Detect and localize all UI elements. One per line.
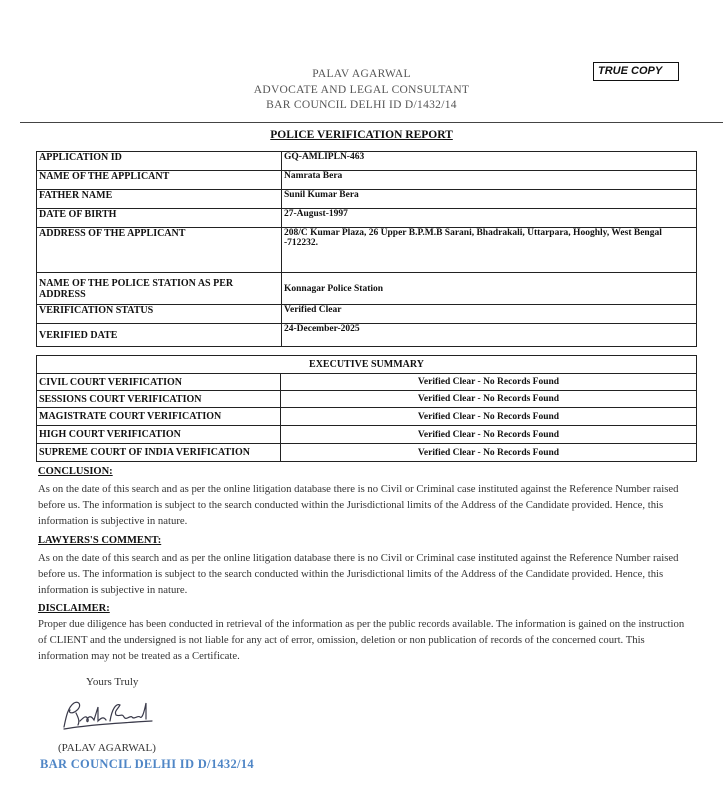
detail-value: Verified Clear <box>282 305 697 324</box>
summary-value: Verified Clear - No Records Found <box>281 374 697 391</box>
table-row <box>37 209 697 228</box>
summary-label: SESSIONS COURT VERIFICATION <box>37 391 281 408</box>
detail-value: Konnagar Police Station <box>282 273 697 305</box>
summary-value: Verified Clear - No Records Found <box>281 408 697 426</box>
summary-label: HIGH COURT VERIFICATION <box>37 426 281 444</box>
detail-value: Sunil Kumar Bera <box>282 190 697 209</box>
detail-label: ADDRESS OF THE APPLICANT <box>37 228 282 273</box>
table-row <box>37 444 697 462</box>
report-title: POLICE VERIFICATION REPORT <box>270 129 453 141</box>
detail-label: VERIFICATION STATUS <box>37 305 282 324</box>
table-row <box>37 228 697 273</box>
detail-label: APPLICATION ID <box>37 152 282 171</box>
disclaimer-text: Proper due diligence has been conducted in retrieval of the information as per the public records available. The information is gained on the instruction of CLIENT and the undersigned is not liable for any act of error, omission, deletion or non publication of records of the concerned court. This information may not be treated as a Certificate. <box>38 618 685 662</box>
detail-label: NAME OF THE APPLICANT <box>37 171 282 190</box>
lawyers-comment-text: As on the date of this search and as per the online litigation database there is no Civil or Criminal case instituted against the Reference Number raised before us. The information is subject to the search conducted within the Jurisdictional limits of the Address of the Candidate provided. Hence, this information is subjective in nature. <box>38 552 679 596</box>
detail-label: DATE OF BIRTH <box>37 209 282 228</box>
table-row <box>37 190 697 209</box>
table-row <box>37 356 697 374</box>
table-row <box>37 374 697 391</box>
summary-value: Verified Clear - No Records Found <box>281 426 697 444</box>
lawyers-comment-heading: LAWYERS'S COMMENT: <box>38 535 162 546</box>
table-row <box>37 324 697 347</box>
advocate-bar-id: BAR COUNCIL DELHI ID D/1432/14 <box>266 99 457 111</box>
detail-value: 208/C Kumar Plaza, 26 Upper B.P.M.B Sarani, Bhadrakali, Uttarpara, Hooghly, West Bengal -712232. <box>282 228 697 273</box>
detail-label: NAME OF THE POLICE STATION AS PER ADDRESS <box>37 273 282 305</box>
summary-value: Verified Clear - No Records Found <box>281 444 697 462</box>
disclaimer-heading: DISCLAIMER: <box>38 603 110 614</box>
table-row <box>37 408 697 426</box>
advocate-name: PALAV AGARWAL <box>312 68 411 80</box>
table-row <box>37 305 697 324</box>
advocate-role: ADVOCATE AND LEGAL CONSULTANT <box>253 84 470 96</box>
summary-heading: EXECUTIVE SUMMARY <box>37 356 697 374</box>
detail-label: FATHER NAME <box>37 190 282 209</box>
detail-value: Namrata Bera <box>282 171 697 190</box>
executive-summary-table <box>36 355 697 462</box>
table-row <box>37 273 697 305</box>
closing-text: Yours Truly <box>86 676 139 688</box>
conclusion-heading: CONCLUSION: <box>38 466 113 477</box>
details-table <box>36 151 697 347</box>
table-row <box>37 152 697 171</box>
true-copy-stamp: TRUE COPY <box>593 62 679 81</box>
summary-label: MAGISTRATE COURT VERIFICATION <box>37 408 281 426</box>
summary-value: Verified Clear - No Records Found <box>281 391 697 408</box>
signature <box>58 695 158 735</box>
table-row <box>37 171 697 190</box>
signatory-name: (PALAV AGARWAL) <box>58 742 156 754</box>
header-divider <box>20 122 723 123</box>
detail-label: VERIFIED DATE <box>37 324 282 347</box>
table-row <box>37 426 697 444</box>
summary-label: SUPREME COURT OF INDIA VERIFICATION <box>37 444 281 462</box>
table-row <box>37 391 697 408</box>
detail-value: 24-December-2025 <box>282 324 697 347</box>
detail-value: GQ-AMLIPLN-463 <box>282 152 697 171</box>
signatory-bar-id: BAR COUNCIL DELHI ID D/1432/14 <box>40 757 254 771</box>
summary-label: CIVIL COURT VERIFICATION <box>37 374 281 391</box>
conclusion-text: As on the date of this search and as per the online litigation database there is no Civil or Criminal case instituted against the Reference Number raised before us. The information is subject to the search conducted within the Jurisdictional limits of the Address of the Candidate provided. Hence, this information is subjective in nature. <box>38 483 679 527</box>
detail-value: 27-August-1997 <box>282 209 697 228</box>
